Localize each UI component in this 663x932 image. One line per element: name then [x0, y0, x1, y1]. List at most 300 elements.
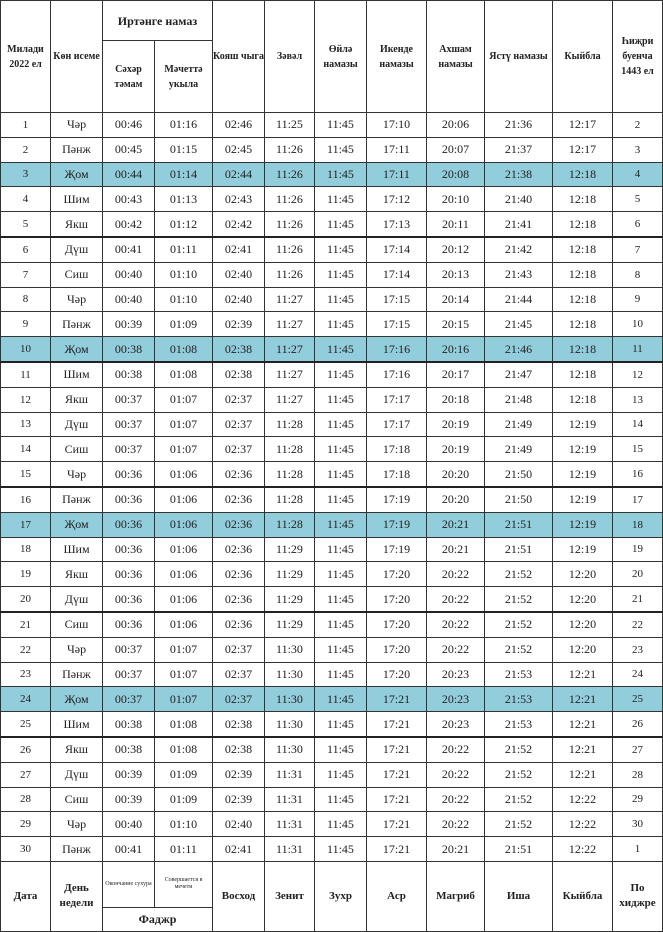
cell-date: 5: [1, 212, 51, 237]
table-row: [1, 587, 663, 612]
cell-date: 25: [1, 712, 51, 737]
table-row: [1, 787, 663, 812]
cell-qibla: 12:22: [553, 812, 613, 837]
cell-asr: 17:21: [367, 812, 427, 837]
cell-date: 13: [1, 412, 51, 437]
col-header-suhur-end: Сәхәр тәмам: [103, 41, 155, 113]
cell-asr: 17:14: [367, 237, 427, 262]
cell-date: 1: [1, 113, 51, 138]
cell-isha: 21:49: [485, 437, 553, 462]
cell-zenith: 11:27: [265, 362, 315, 387]
cell-suhur-end: 00:39: [103, 787, 155, 812]
cell-qibla: 12:18: [553, 362, 613, 387]
cell-asr: 17:20: [367, 562, 427, 587]
cell-asr: 17:19: [367, 487, 427, 512]
cell-mosque: 01:07: [155, 412, 213, 437]
cell-suhur-end: 00:36: [103, 612, 155, 637]
cell-date: 17: [1, 512, 51, 537]
cell-maghrib: 20:14: [427, 287, 485, 312]
cell-dhuhr: 11:45: [315, 587, 367, 612]
cell-maghrib: 20:17: [427, 362, 485, 387]
cell-zenith: 11:30: [265, 737, 315, 762]
cell-zenith: 11:30: [265, 687, 315, 712]
cell-weekday: Җом: [51, 687, 103, 712]
cell-hijri: 21: [613, 587, 663, 612]
cell-maghrib: 20:22: [427, 612, 485, 637]
col-header-zenith: Зәвәл: [265, 1, 315, 113]
cell-weekday: Дүш: [51, 587, 103, 612]
cell-sunrise: 02:37: [213, 637, 265, 662]
cell-hijri: 4: [613, 162, 663, 187]
cell-isha: 21:44: [485, 287, 553, 312]
cell-isha: 21:53: [485, 662, 553, 687]
cell-suhur-end: 00:38: [103, 712, 155, 737]
table-row: [1, 762, 663, 787]
cell-suhur-end: 00:38: [103, 337, 155, 362]
cell-isha: 21:51: [485, 837, 553, 862]
cell-hijri: 8: [613, 262, 663, 287]
cell-maghrib: 20:19: [427, 412, 485, 437]
cell-qibla: 12:21: [553, 662, 613, 687]
cell-hijri: 6: [613, 212, 663, 237]
cell-mosque: 01:12: [155, 212, 213, 237]
cell-sunrise: 02:36: [213, 487, 265, 512]
cell-weekday: Сиш: [51, 262, 103, 287]
cell-isha: 21:36: [485, 113, 553, 138]
cell-asr: 17:21: [367, 737, 427, 762]
cell-dhuhr: 11:45: [315, 387, 367, 412]
table-row: [1, 237, 663, 262]
cell-sunrise: 02:37: [213, 412, 265, 437]
cell-hijri: 15: [613, 437, 663, 462]
cell-sunrise: 02:36: [213, 512, 265, 537]
cell-sunrise: 02:38: [213, 362, 265, 387]
cell-weekday: Җом: [51, 512, 103, 537]
cell-dhuhr: 11:45: [315, 537, 367, 562]
cell-dhuhr: 11:45: [315, 512, 367, 537]
cell-hijri: 2: [613, 113, 663, 138]
footer-isha: Иша: [485, 861, 553, 931]
cell-maghrib: 20:22: [427, 637, 485, 662]
cell-weekday: Якш: [51, 387, 103, 412]
cell-mosque: 01:09: [155, 787, 213, 812]
cell-dhuhr: 11:45: [315, 662, 367, 687]
cell-isha: 21:51: [485, 512, 553, 537]
cell-date: 21: [1, 612, 51, 637]
cell-maghrib: 20:06: [427, 113, 485, 138]
cell-weekday: Чәр: [51, 287, 103, 312]
cell-date: 14: [1, 437, 51, 462]
cell-asr: 17:15: [367, 312, 427, 337]
cell-weekday: Якш: [51, 212, 103, 237]
cell-asr: 17:10: [367, 113, 427, 138]
table-row: [1, 462, 663, 487]
cell-isha: 21:46: [485, 337, 553, 362]
cell-suhur-end: 00:36: [103, 562, 155, 587]
cell-suhur-end: 00:41: [103, 237, 155, 262]
cell-hijri: 29: [613, 787, 663, 812]
cell-zenith: 11:27: [265, 312, 315, 337]
cell-suhur-end: 00:38: [103, 737, 155, 762]
cell-dhuhr: 11:45: [315, 362, 367, 387]
cell-sunrise: 02:46: [213, 113, 265, 138]
cell-zenith: 11:29: [265, 537, 315, 562]
cell-qibla: 12:20: [553, 637, 613, 662]
cell-weekday: Чәр: [51, 812, 103, 837]
cell-maghrib: 20:18: [427, 387, 485, 412]
cell-weekday: Пәнж: [51, 837, 103, 862]
cell-sunrise: 02:37: [213, 437, 265, 462]
cell-weekday: Шим: [51, 712, 103, 737]
cell-sunrise: 02:38: [213, 712, 265, 737]
cell-maghrib: 20:12: [427, 237, 485, 262]
table-row: [1, 837, 663, 862]
cell-zenith: 11:25: [265, 113, 315, 138]
cell-suhur-end: 00:39: [103, 762, 155, 787]
cell-isha: 21:52: [485, 787, 553, 812]
cell-date: 12: [1, 387, 51, 412]
cell-isha: 21:43: [485, 262, 553, 287]
cell-mosque: 01:14: [155, 162, 213, 187]
table-row: [1, 512, 663, 537]
cell-weekday: Дүш: [51, 237, 103, 262]
cell-hijri: 26: [613, 712, 663, 737]
cell-dhuhr: 11:45: [315, 412, 367, 437]
cell-zenith: 11:30: [265, 662, 315, 687]
cell-maghrib: 20:10: [427, 187, 485, 212]
cell-dhuhr: 11:45: [315, 212, 367, 237]
table-row: [1, 662, 663, 687]
cell-suhur-end: 00:36: [103, 587, 155, 612]
cell-weekday: Пәнж: [51, 487, 103, 512]
footer-fajr: Фаджр: [103, 907, 213, 931]
cell-date: 22: [1, 637, 51, 662]
cell-weekday: Пәнж: [51, 312, 103, 337]
cell-maghrib: 20:13: [427, 262, 485, 287]
table-row: [1, 712, 663, 737]
cell-suhur-end: 00:39: [103, 312, 155, 337]
cell-suhur-end: 00:36: [103, 512, 155, 537]
cell-hijri: 27: [613, 737, 663, 762]
cell-sunrise: 02:36: [213, 562, 265, 587]
cell-maghrib: 20:21: [427, 537, 485, 562]
col-header-asr: Икенде намазы: [367, 1, 427, 113]
cell-date: 9: [1, 312, 51, 337]
cell-dhuhr: 11:45: [315, 487, 367, 512]
cell-date: 16: [1, 487, 51, 512]
cell-qibla: 12:17: [553, 113, 613, 138]
cell-zenith: 11:27: [265, 387, 315, 412]
cell-suhur-end: 00:37: [103, 662, 155, 687]
cell-weekday: Дүш: [51, 412, 103, 437]
cell-date: 2: [1, 137, 51, 162]
cell-date: 18: [1, 537, 51, 562]
footer-hijri: По хиджре: [613, 861, 663, 931]
cell-sunrise: 02:45: [213, 137, 265, 162]
cell-zenith: 11:29: [265, 612, 315, 637]
cell-qibla: 12:18: [553, 162, 613, 187]
cell-maghrib: 20:22: [427, 812, 485, 837]
cell-asr: 17:11: [367, 137, 427, 162]
cell-suhur-end: 00:37: [103, 387, 155, 412]
cell-isha: 21:52: [485, 762, 553, 787]
cell-sunrise: 02:40: [213, 812, 265, 837]
cell-qibla: 12:19: [553, 412, 613, 437]
cell-sunrise: 02:43: [213, 187, 265, 212]
cell-suhur-end: 00:38: [103, 362, 155, 387]
table-row: [1, 537, 663, 562]
cell-zenith: 11:28: [265, 437, 315, 462]
cell-mosque: 01:06: [155, 512, 213, 537]
cell-zenith: 11:27: [265, 337, 315, 362]
cell-dhuhr: 11:45: [315, 237, 367, 262]
cell-sunrise: 02:38: [213, 337, 265, 362]
cell-hijri: 23: [613, 637, 663, 662]
cell-zenith: 11:31: [265, 837, 315, 862]
cell-dhuhr: 11:45: [315, 137, 367, 162]
cell-suhur-end: 00:37: [103, 687, 155, 712]
cell-weekday: Сиш: [51, 437, 103, 462]
cell-qibla: 12:18: [553, 237, 613, 262]
cell-qibla: 12:22: [553, 837, 613, 862]
footer-sunrise: Восход: [213, 861, 265, 931]
cell-qibla: 12:22: [553, 787, 613, 812]
cell-date: 6: [1, 237, 51, 262]
cell-sunrise: 02:39: [213, 312, 265, 337]
cell-zenith: 11:31: [265, 762, 315, 787]
cell-mosque: 01:09: [155, 762, 213, 787]
cell-zenith: 11:26: [265, 212, 315, 237]
cell-suhur-end: 00:40: [103, 262, 155, 287]
table-row: [1, 687, 663, 712]
cell-qibla: 12:19: [553, 512, 613, 537]
cell-qibla: 12:20: [553, 587, 613, 612]
col-header-qibla: Кыйбла: [553, 1, 613, 113]
cell-asr: 17:21: [367, 687, 427, 712]
cell-suhur-end: 00:43: [103, 187, 155, 212]
cell-date: 24: [1, 687, 51, 712]
cell-isha: 21:37: [485, 137, 553, 162]
cell-mosque: 01:10: [155, 812, 213, 837]
cell-weekday: Шим: [51, 362, 103, 387]
cell-suhur-end: 00:37: [103, 637, 155, 662]
cell-asr: 17:21: [367, 762, 427, 787]
cell-hijri: 11: [613, 337, 663, 362]
cell-isha: 21:52: [485, 637, 553, 662]
table-row: [1, 337, 663, 362]
cell-sunrise: 02:40: [213, 262, 265, 287]
table-row: [1, 287, 663, 312]
col-header-sunrise: Кояш чыга: [213, 1, 265, 113]
cell-sunrise: 02:41: [213, 837, 265, 862]
cell-hijri: 17: [613, 487, 663, 512]
cell-date: 29: [1, 812, 51, 837]
col-header-mosque: Мәчеттә укыла: [155, 41, 213, 113]
cell-date: 3: [1, 162, 51, 187]
cell-zenith: 11:29: [265, 587, 315, 612]
table-row: [1, 487, 663, 512]
cell-qibla: 12:20: [553, 612, 613, 637]
cell-hijri: 10: [613, 312, 663, 337]
table-row: [1, 312, 663, 337]
cell-isha: 21:40: [485, 187, 553, 212]
cell-dhuhr: 11:45: [315, 562, 367, 587]
cell-weekday: Сиш: [51, 612, 103, 637]
cell-date: 15: [1, 462, 51, 487]
table-row: [1, 137, 663, 162]
cell-zenith: 11:26: [265, 187, 315, 212]
cell-qibla: 12:19: [553, 537, 613, 562]
cell-mosque: 01:09: [155, 312, 213, 337]
cell-mosque: 01:11: [155, 237, 213, 262]
cell-asr: 17:19: [367, 512, 427, 537]
cell-sunrise: 02:38: [213, 737, 265, 762]
cell-hijri: 5: [613, 187, 663, 212]
cell-suhur-end: 00:36: [103, 462, 155, 487]
cell-dhuhr: 11:45: [315, 262, 367, 287]
cell-isha: 21:52: [485, 587, 553, 612]
cell-qibla: 12:18: [553, 287, 613, 312]
table-row: [1, 437, 663, 462]
footer-date: Дата: [1, 861, 51, 931]
cell-asr: 17:18: [367, 437, 427, 462]
cell-weekday: Сиш: [51, 787, 103, 812]
cell-asr: 17:21: [367, 712, 427, 737]
cell-hijri: 22: [613, 612, 663, 637]
cell-isha: 21:52: [485, 812, 553, 837]
cell-date: 28: [1, 787, 51, 812]
cell-asr: 17:21: [367, 837, 427, 862]
table-row: [1, 412, 663, 437]
cell-hijri: 7: [613, 237, 663, 262]
col-header-day-name: Көн исеме: [51, 1, 103, 113]
cell-maghrib: 20:22: [427, 787, 485, 812]
cell-sunrise: 02:37: [213, 662, 265, 687]
table-row: [1, 637, 663, 662]
cell-qibla: 12:18: [553, 187, 613, 212]
cell-qibla: 12:19: [553, 462, 613, 487]
cell-asr: 17:17: [367, 412, 427, 437]
cell-isha: 21:38: [485, 162, 553, 187]
cell-sunrise: 02:36: [213, 537, 265, 562]
cell-dhuhr: 11:45: [315, 762, 367, 787]
table-row: [1, 162, 663, 187]
cell-maghrib: 20:15: [427, 312, 485, 337]
cell-isha: 21:41: [485, 212, 553, 237]
cell-mosque: 01:06: [155, 562, 213, 587]
cell-weekday: Пәнж: [51, 137, 103, 162]
cell-sunrise: 02:41: [213, 237, 265, 262]
cell-qibla: 12:20: [553, 562, 613, 587]
cell-isha: 21:42: [485, 237, 553, 262]
cell-zenith: 11:26: [265, 262, 315, 287]
cell-mosque: 01:06: [155, 462, 213, 487]
cell-dhuhr: 11:45: [315, 687, 367, 712]
cell-hijri: 30: [613, 812, 663, 837]
footer-dhuhr: Зухр: [315, 861, 367, 931]
cell-hijri: 9: [613, 287, 663, 312]
table-row: [1, 212, 663, 237]
cell-weekday: Чәр: [51, 637, 103, 662]
cell-isha: 21:50: [485, 487, 553, 512]
cell-dhuhr: 11:45: [315, 162, 367, 187]
cell-weekday: Дүш: [51, 762, 103, 787]
cell-zenith: 11:28: [265, 512, 315, 537]
table-row: [1, 562, 663, 587]
cell-maghrib: 20:20: [427, 462, 485, 487]
cell-weekday: Пәнж: [51, 662, 103, 687]
footer-zenith: Зенит: [265, 861, 315, 931]
cell-isha: 21:52: [485, 737, 553, 762]
cell-zenith: 11:27: [265, 287, 315, 312]
cell-mosque: 01:11: [155, 837, 213, 862]
col-header-maghrib: Ахшам намазы: [427, 1, 485, 113]
cell-zenith: 11:26: [265, 162, 315, 187]
cell-date: 8: [1, 287, 51, 312]
cell-weekday: Шим: [51, 537, 103, 562]
table-row: [1, 387, 663, 412]
cell-hijri: 20: [613, 562, 663, 587]
cell-asr: 17:18: [367, 462, 427, 487]
cell-sunrise: 02:37: [213, 387, 265, 412]
cell-dhuhr: 11:45: [315, 637, 367, 662]
cell-dhuhr: 11:45: [315, 437, 367, 462]
cell-qibla: 12:19: [553, 437, 613, 462]
cell-mosque: 01:06: [155, 587, 213, 612]
cell-mosque: 01:13: [155, 187, 213, 212]
cell-qibla: 12:21: [553, 762, 613, 787]
cell-hijri: 1: [613, 837, 663, 862]
cell-zenith: 11:28: [265, 412, 315, 437]
cell-mosque: 01:08: [155, 337, 213, 362]
cell-date: 4: [1, 187, 51, 212]
cell-qibla: 12:21: [553, 687, 613, 712]
cell-asr: 17:13: [367, 212, 427, 237]
col-header-hijri: Һиҗри буенча 1443 ел: [613, 1, 663, 113]
cell-hijri: 13: [613, 387, 663, 412]
cell-date: 30: [1, 837, 51, 862]
cell-isha: 21:52: [485, 612, 553, 637]
cell-weekday: Якш: [51, 562, 103, 587]
cell-asr: 17:16: [367, 337, 427, 362]
footer-weekday: День недели: [51, 861, 103, 931]
cell-date: 7: [1, 262, 51, 287]
col-header-miladi: Милади 2022 ел: [1, 1, 51, 113]
cell-mosque: 01:06: [155, 537, 213, 562]
cell-asr: 17:20: [367, 612, 427, 637]
table-row: [1, 812, 663, 837]
cell-dhuhr: 11:45: [315, 812, 367, 837]
cell-sunrise: 02:39: [213, 762, 265, 787]
cell-maghrib: 20:07: [427, 137, 485, 162]
cell-mosque: 01:06: [155, 612, 213, 637]
cell-maghrib: 20:19: [427, 437, 485, 462]
cell-asr: 17:15: [367, 287, 427, 312]
timetable-body: [1, 113, 663, 862]
cell-dhuhr: 11:45: [315, 337, 367, 362]
cell-asr: 17:12: [367, 187, 427, 212]
cell-isha: 21:48: [485, 387, 553, 412]
cell-qibla: 12:21: [553, 712, 613, 737]
cell-qibla: 12:17: [553, 137, 613, 162]
cell-qibla: 12:19: [553, 487, 613, 512]
cell-mosque: 01:06: [155, 487, 213, 512]
cell-date: 27: [1, 762, 51, 787]
cell-weekday: Шим: [51, 187, 103, 212]
cell-maghrib: 20:16: [427, 337, 485, 362]
cell-sunrise: 02:39: [213, 787, 265, 812]
cell-hijri: 14: [613, 412, 663, 437]
